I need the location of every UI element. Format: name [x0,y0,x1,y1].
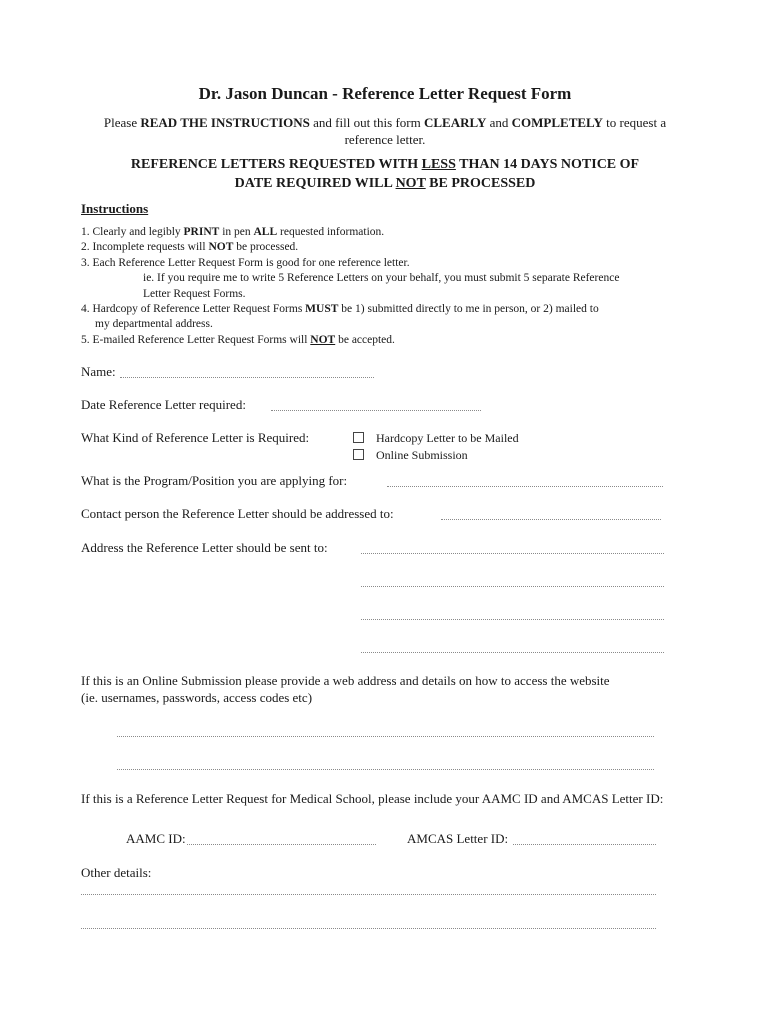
contact-label: Contact person the Reference Letter should be addressed to: [81,506,394,521]
address-field-line-1[interactable] [361,553,664,554]
deadline-warning: REFERENCE LETTERS REQUESTED WITH LESS THAN 14 DAYS NOTICE OF DATE REQUIRED WILL NOT BE PROCESSED [130,157,640,191]
program-field[interactable] [387,486,663,487]
name-label: Name: [81,364,116,379]
other-details-line-1[interactable] [81,894,656,895]
online-details-line-1[interactable] [117,736,654,737]
name-field[interactable] [120,377,374,378]
address-field-line-2[interactable] [361,586,664,587]
instruction-3-example-cont: Letter Request Forms. [143,287,246,300]
hardcopy-checkbox[interactable] [353,432,364,443]
instruction-3-example: ie. If you require me to write 5 Reference Letters on your behalf, you must submit 5 separate Reference [143,272,620,285]
address-field-line-3[interactable] [361,619,664,620]
instruction-2: 2. Incomplete requests will NOT be processed. [81,241,299,254]
medical-school-text: If this is a Reference Letter Request for Medical School, please include your AAMC ID and AMCAS Letter ID: [81,791,664,806]
date-required-label: Date Reference Letter required: [81,397,246,412]
address-field-line-4[interactable] [361,652,664,653]
hardcopy-option[interactable]: Hardcopy Letter to be Mailed [353,431,519,446]
instruction-4-cont: my departmental address. [95,318,213,331]
address-label: Address the Reference Letter should be sent to: [81,540,328,555]
aamc-id-label: AAMC ID: [126,831,186,846]
date-required-field[interactable] [271,410,481,411]
online-submission-text: If this is an Online Submission please provide a web address and details on how to access the website (ie. usernames, passwords, access codes etc) [81,673,610,705]
instructions-heading: Instructions [81,201,149,216]
online-checkbox[interactable] [353,449,364,460]
online-details-line-2[interactable] [117,769,654,770]
form-title: Dr. Jason Duncan - Reference Letter Request Form [198,84,572,103]
letter-kind-label: What Kind of Reference Letter is Required: [81,430,310,445]
instruction-3: 3. Each Reference Letter Request Form is good for one reference letter. [81,256,410,269]
intro-text: Please READ THE INSTRUCTIONS and fill out this form CLEARLY and COMPLETELY to request a reference letter. [103,115,667,147]
instruction-4: 4. Hardcopy of Reference Letter Request Forms MUST be 1) submitted directly to me in person, or 2) mailed to [81,303,599,316]
online-option[interactable]: Online Submission [353,448,468,463]
instructions-list [81,225,691,348]
amcas-id-field[interactable] [513,844,656,845]
instruction-1: 1. Clearly and legibly PRINT in pen ALL requested information. [81,226,385,238]
instruction-5: 5. E-mailed Reference Letter Request Forms will NOT be accepted. [81,333,395,346]
aamc-id-field[interactable] [187,844,376,845]
amcas-id-label: AMCAS Letter ID: [407,831,509,846]
contact-field[interactable] [441,519,661,520]
other-details-line-2[interactable] [81,928,656,929]
program-label: What is the Program/Position you are applying for: [81,473,348,488]
other-details-label: Other details: [81,865,152,880]
